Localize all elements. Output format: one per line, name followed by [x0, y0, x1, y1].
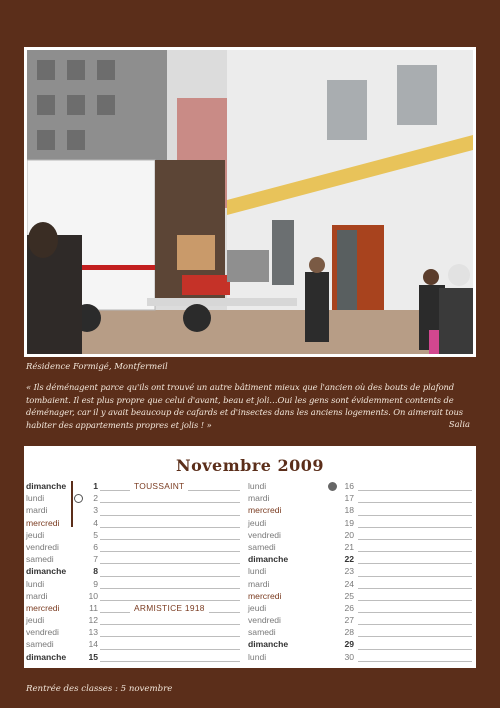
weekday-label: jeudi [248, 517, 267, 528]
weekday-label: vendredi [248, 529, 281, 540]
photo-illustration [27, 50, 473, 354]
weekday-label: mercredi [26, 602, 60, 613]
day-number: 30 [344, 651, 354, 662]
weekday-label: mercredi [248, 505, 282, 516]
calendar-row [26, 627, 248, 639]
writing-line [358, 576, 472, 577]
calendar-row [26, 579, 248, 591]
photo-caption: Résidence Formigé, Montfermeil [26, 362, 168, 372]
day-number: 16 [344, 481, 354, 491]
calendar-row [26, 615, 248, 627]
day-number: 28 [344, 627, 354, 638]
writing-line [358, 636, 472, 637]
calendar-row [248, 518, 474, 530]
weekday-label: dimanche [248, 554, 289, 565]
writing-line [100, 563, 240, 564]
writing-line [358, 600, 472, 601]
weekday-label: vendredi [26, 541, 59, 552]
weekday-label: lundi [26, 493, 45, 504]
weekday-label: dimanche [26, 481, 67, 491]
calendar-row [248, 542, 474, 554]
day-number: 26 [344, 602, 354, 613]
day-number: 8 [93, 566, 98, 577]
day-number: 23 [344, 566, 354, 577]
weekday-label: dimanche [26, 566, 67, 577]
weekday-label: mardi [248, 578, 270, 589]
calendar-row [248, 579, 474, 591]
writing-line [358, 551, 472, 552]
writing-line [358, 539, 472, 540]
weekday-label: dimanche [248, 639, 289, 650]
quote-text: « Ils déménagent parce qu'ils ont trouvé un autre bâtiment mieux que l'ancien où des bouts de plafond tombaient. Il est plus propre que celui d'avant, beau et joli…Oui les gens sont évidemment contents de déménager, car il y avait beaucoup de cafards et d'insectes dans les anciens logements. On aimerait tous habiter des appartements propres et jolis ! » [26, 382, 463, 430]
writing-line [100, 576, 240, 577]
calendar-row [248, 505, 474, 517]
weekday-label: lundi [248, 481, 267, 491]
weekday-label: mardi [26, 590, 48, 601]
writing-line [100, 649, 240, 650]
day-number: 10 [88, 590, 98, 601]
weekday-label: mercredi [248, 590, 282, 601]
writing-line [100, 539, 240, 540]
holiday-label: TOUSSAINT [130, 481, 188, 491]
day-number: 19 [344, 517, 354, 528]
calendar-row [26, 493, 248, 505]
calendar-column-right [248, 481, 474, 664]
writing-line [358, 502, 472, 503]
weekday-label: vendredi [26, 627, 59, 638]
day-number: 22 [344, 554, 354, 565]
moving-truck-photo [27, 50, 473, 354]
weekday-label: samedi [248, 627, 276, 638]
writing-line [358, 527, 472, 528]
day-number: 25 [344, 590, 354, 601]
weekday-label: jeudi [26, 529, 45, 540]
day-number: 7 [93, 554, 98, 565]
calendar-row [26, 505, 248, 517]
weekday-label: mardi [248, 493, 270, 504]
day-number: 9 [93, 578, 98, 589]
calendar-row [26, 530, 248, 542]
quote-author: Salia [448, 419, 470, 429]
calendar-row [248, 591, 474, 603]
writing-line [100, 527, 240, 528]
writing-line [100, 515, 240, 516]
writing-line [100, 551, 240, 552]
writing-line [100, 600, 240, 601]
writing-line [358, 490, 472, 491]
calendar-row [248, 639, 474, 651]
day-number: 3 [93, 505, 98, 516]
holiday-label: ARMISTICE 1918 [130, 603, 209, 613]
calendar-row [26, 481, 248, 493]
calendar-row [248, 493, 474, 505]
weekday-label: jeudi [248, 602, 267, 613]
calendar-title: Novembre 2009 [175, 456, 325, 475]
day-number: 13 [88, 627, 98, 638]
day-number: 12 [88, 615, 98, 626]
weekday-label: dimanche [26, 651, 67, 662]
calendar-row [248, 566, 474, 578]
day-number: 5 [93, 529, 98, 540]
day-number: 20 [344, 529, 354, 540]
day-number: 29 [344, 639, 354, 650]
writing-line [358, 612, 472, 613]
writing-line [100, 661, 240, 662]
weekday-label: mardi [26, 505, 48, 516]
calendar-row [26, 639, 248, 651]
calendar-row [248, 627, 474, 639]
calendar-row [26, 554, 248, 566]
writing-line [100, 624, 240, 625]
footer-note: Rentrée des classes : 5 novembre [26, 684, 173, 694]
weekday-label: samedi [248, 541, 276, 552]
writing-line [358, 588, 472, 589]
day-number: 21 [344, 541, 354, 552]
calendar-row [26, 591, 248, 603]
calendar-row [26, 652, 248, 664]
day-number: 1 [93, 481, 98, 491]
weekday-label: samedi [26, 554, 54, 565]
day-number: 14 [88, 639, 98, 650]
weekday-label: lundi [26, 578, 45, 589]
day-number: 18 [344, 505, 354, 516]
calendar-row [26, 518, 248, 530]
day-number: 6 [93, 541, 98, 552]
weekday-label: lundi [248, 651, 267, 662]
calendar [24, 446, 476, 668]
calendar-column-left [26, 481, 248, 664]
writing-line [100, 636, 240, 637]
calendar-row [26, 603, 248, 615]
writing-line [358, 563, 472, 564]
calendar-row [248, 652, 474, 664]
calendar-row [248, 481, 474, 493]
day-number: 24 [344, 578, 354, 589]
weekday-label: vendredi [248, 615, 281, 626]
writing-line [358, 661, 472, 662]
calendar-row [248, 554, 474, 566]
calendar-row [248, 615, 474, 627]
weekday-label: lundi [248, 566, 267, 577]
calendar-row [26, 566, 248, 578]
weekday-label: samedi [26, 639, 54, 650]
writing-line [100, 502, 240, 503]
weekday-label: mercredi [26, 517, 60, 528]
calendar-row [248, 603, 474, 615]
photo-frame [24, 47, 476, 357]
day-number: 11 [89, 602, 98, 613]
writing-line [358, 515, 472, 516]
day-number: 27 [344, 615, 354, 626]
day-number: 15 [88, 651, 98, 662]
calendar-row [26, 542, 248, 554]
day-number: 4 [93, 517, 98, 528]
day-number: 17 [344, 493, 354, 504]
full-moon-icon [328, 482, 337, 491]
writing-line [358, 649, 472, 650]
writing-line [100, 588, 240, 589]
writing-line [358, 624, 472, 625]
calendar-row [248, 530, 474, 542]
day-number: 2 [93, 493, 98, 504]
weekday-label: jeudi [26, 615, 45, 626]
